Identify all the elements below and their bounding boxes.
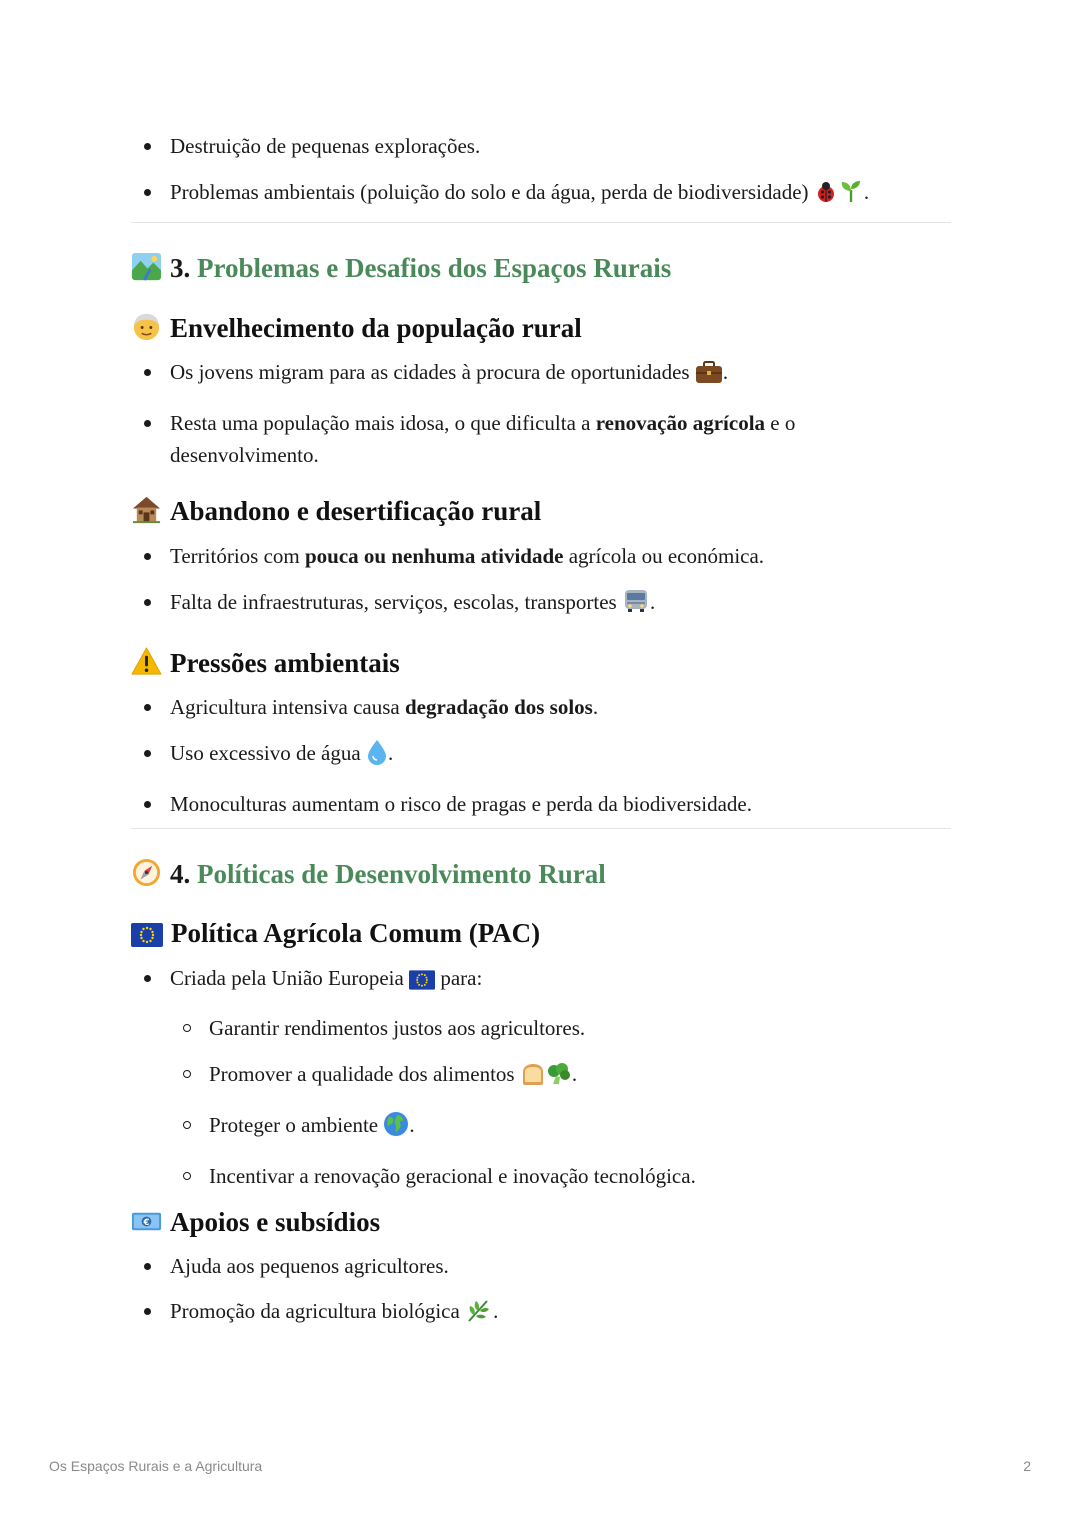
list-item: Destruição de pequenas explorações.	[131, 130, 869, 162]
landscape-icon	[131, 251, 162, 282]
list-item: Resta uma população mais idosa, o que dificulta a renovação agrícola e o desenvolvimento.	[131, 407, 850, 471]
aging-list	[131, 356, 951, 471]
euro-banknote-icon	[131, 1205, 162, 1236]
section-3-heading: 3. Problemas e Desafios dos Espaços Rurais	[131, 251, 671, 285]
bread-icon	[520, 1062, 546, 1095]
svg-text:€: €	[143, 1217, 150, 1228]
section-4-heading: 4. Políticas de Desenvolvimento Rural	[131, 857, 606, 891]
section-divider	[131, 828, 951, 829]
sub-list-item: Garantir rendimentos justos aos agricultores.	[131, 1012, 951, 1044]
list-item: Ajuda aos pequenos agricultores.	[131, 1250, 951, 1282]
list-item: Monoculturas aumentam o risco de pragas e perda da biodiversidade.	[131, 788, 951, 820]
list-item: Os jovens migram para as cidades à procura de oportunidades .	[131, 356, 951, 393]
subheading-support: € Apoios e subsídios	[131, 1205, 380, 1239]
list-item: Promoção da agricultura biológica .	[131, 1295, 951, 1332]
ladybug-icon	[814, 180, 838, 213]
globe-icon	[383, 1111, 409, 1146]
eu-flag-icon	[131, 919, 163, 950]
section-divider	[131, 222, 951, 223]
list-item: Criada pela União Europeia para:	[131, 962, 951, 999]
compass-icon	[131, 857, 162, 888]
sub-list-item: Proteger o ambiente .	[131, 1109, 951, 1146]
list-item: Territórios com pouca ou nenhuma atividade agrícola ou económica.	[131, 540, 951, 572]
page-number: 2	[1023, 1458, 1031, 1474]
sub-list-item: Promover a qualidade dos alimentos .	[131, 1058, 951, 1095]
support-list	[131, 1250, 951, 1332]
subheading-pac: Política Agrícola Comum (PAC)	[131, 916, 540, 950]
subheading-abandonment: Abandono e desertificação rural	[131, 494, 541, 528]
sub-list-item: Incentivar a renovação geracional e inovação tecnológica.	[131, 1160, 951, 1192]
pressures-list	[131, 691, 951, 820]
older-person-icon	[131, 311, 162, 342]
bus-icon	[622, 588, 650, 623]
broccoli-icon	[546, 1062, 572, 1095]
eu-flag-icon	[409, 967, 435, 999]
list-item: Problemas ambientais (poluição do solo e da água, perda de biodiversidade) .	[131, 176, 869, 213]
list-item: Agricultura intensiva causa degradação dos solos.	[131, 691, 951, 723]
herb-icon	[465, 1297, 493, 1332]
pac-list	[131, 962, 951, 1192]
footer-title: Os Espaços Rurais e a Agricultura	[49, 1458, 263, 1474]
briefcase-icon	[695, 360, 723, 393]
subheading-environmental-pressures: Pressões ambientais	[131, 646, 400, 680]
list-item: Falta de infraestruturas, serviços, escolas, transportes .	[131, 586, 951, 623]
intro-list	[131, 130, 869, 213]
warning-icon	[131, 646, 162, 677]
list-item: Uso excessivo de água .	[131, 737, 951, 774]
seedling-icon	[838, 178, 864, 213]
abandoned-house-icon	[131, 494, 162, 525]
subheading-aging: Envelhecimento da população rural	[131, 311, 582, 345]
water-drop-icon	[366, 739, 388, 774]
abandonment-list	[131, 540, 951, 623]
